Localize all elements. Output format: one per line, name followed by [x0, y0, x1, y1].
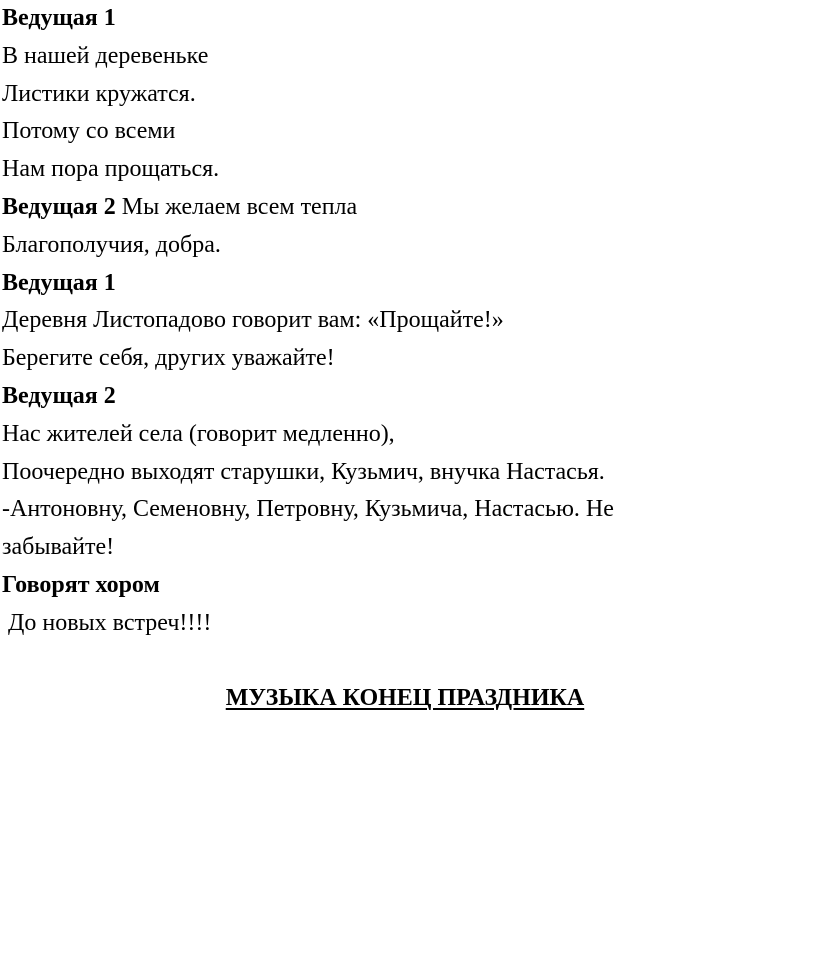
final-heading: МУЗЫКА КОНЕЦ ПРАЗДНИКА — [225, 685, 585, 712]
speaker-name: Ведущая 1 — [2, 269, 116, 296]
text-line — [2, 227, 802, 265]
speaker-line — [2, 0, 802, 38]
text-line — [2, 38, 802, 76]
speaker-line — [2, 189, 802, 227]
line-text: В нашей деревеньке — [2, 42, 209, 69]
speaker-name: Говорят хором — [2, 571, 160, 598]
text-line — [2, 529, 802, 567]
line-text: Листики кружатся. — [2, 80, 196, 107]
line-text: Нас жителей села (говорит медленно), — [2, 420, 395, 447]
line-text: Потому со всеми — [2, 118, 176, 145]
line-text: Нам пора прощаться. — [2, 156, 220, 183]
text-line — [2, 302, 802, 340]
text-line — [2, 605, 802, 643]
line-text: Деревня Листопадово говорит вам: «Прощайте!» — [2, 307, 504, 334]
speaker-name: Ведущая 1 — [2, 5, 116, 31]
speaker-name: Ведущая 2 — [2, 193, 116, 220]
line-text: Поочередно выходят старушки, Кузьмич, внучка Настасья. — [2, 458, 605, 485]
document-body — [2, 0, 802, 718]
speaker-name: Ведущая 2 — [2, 382, 116, 409]
speaker-line — [2, 265, 802, 303]
line-text: Берегите себя, других уважайте! — [2, 345, 335, 372]
speaker-line — [2, 378, 802, 416]
text-line — [2, 151, 802, 189]
line-text: -Антоновну, Семеновну, Петровну, Кузьмича, Настасью. Не — [2, 496, 614, 523]
line-text: Благополучия, добра. — [2, 231, 221, 258]
line-text: забывайте! — [2, 534, 115, 561]
text-line — [2, 491, 802, 529]
text-line — [2, 113, 802, 151]
text-line — [2, 454, 802, 492]
text-line — [2, 340, 802, 378]
line-text: Мы желаем всем тепла — [115, 193, 358, 220]
speaker-line — [2, 567, 802, 605]
blank-line — [2, 643, 802, 681]
line-text: До новых встреч!!!! — [8, 609, 212, 636]
text-line — [2, 76, 802, 114]
text-line — [2, 416, 802, 454]
